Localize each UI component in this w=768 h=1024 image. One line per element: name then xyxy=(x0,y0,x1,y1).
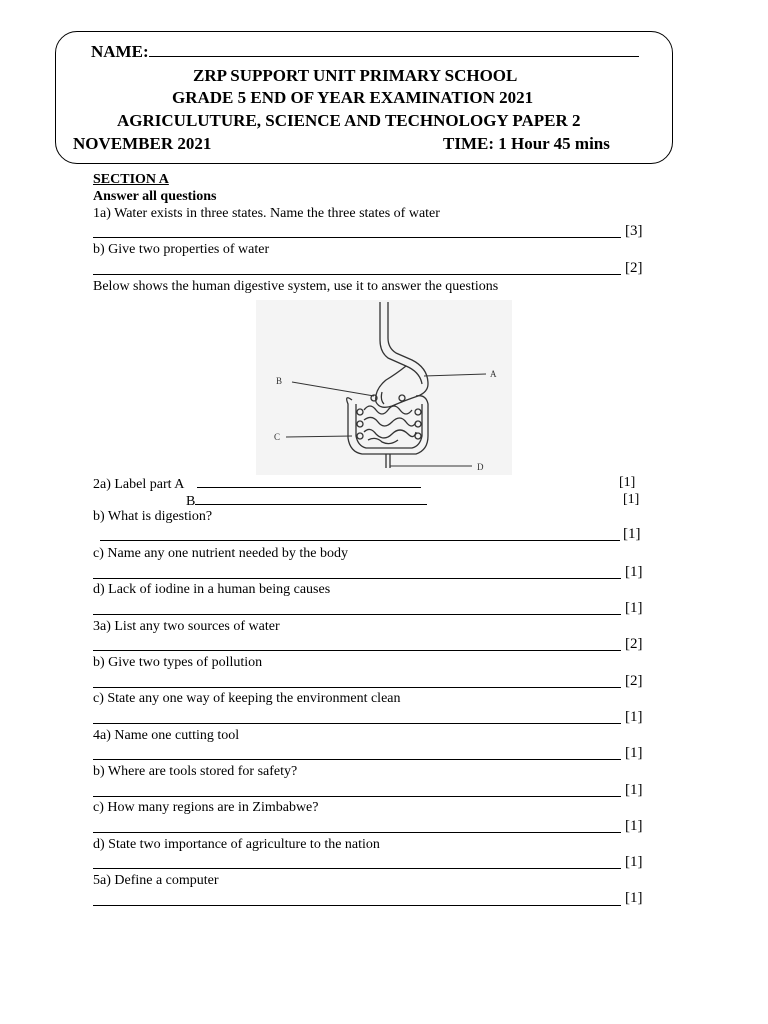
question-2d: d) Lack of iodine in a human being causes xyxy=(93,582,331,597)
answer-line-3b[interactable] xyxy=(93,687,621,688)
question-2c: c) Name any one nutrient needed by the body xyxy=(93,546,349,561)
mark-3c: [1] xyxy=(625,709,643,725)
question-2b: b) What is digestion? xyxy=(93,509,213,524)
answer-line-1b[interactable] xyxy=(93,274,621,275)
answer-line-2d[interactable] xyxy=(93,614,621,615)
question-3a: 3a) List any two sources of water xyxy=(93,619,280,634)
question-4a: 4a) Name one cutting tool xyxy=(93,728,240,743)
mark-4a: [1] xyxy=(625,745,643,761)
digestive-system-diagram xyxy=(256,300,512,475)
question-2a-b-text: B xyxy=(186,494,196,509)
exam-date: NOVEMBER 2021 xyxy=(73,134,212,153)
mark-3a: [2] xyxy=(625,636,643,652)
name-label: NAME: xyxy=(91,42,149,61)
mark-5a: [1] xyxy=(625,890,643,906)
section-title: SECTION A xyxy=(93,172,169,187)
question-4b: b) Where are tools stored for safety? xyxy=(93,764,298,779)
mark-3b: [2] xyxy=(625,673,643,689)
school-name: ZRP SUPPORT UNIT PRIMARY SCHOOL xyxy=(193,66,518,85)
answer-line-2c[interactable] xyxy=(93,578,621,579)
answer-line-1a[interactable] xyxy=(93,237,621,238)
answer-line-4b[interactable] xyxy=(93,796,621,797)
mark-2a-a: [1] xyxy=(619,475,636,490)
answer-line-3c[interactable] xyxy=(93,723,621,724)
mark-2b: [1] xyxy=(623,526,641,542)
diagram-label-c: C xyxy=(274,432,281,442)
question-3b: b) Give two types of pollution xyxy=(93,655,263,670)
mark-1b: [2] xyxy=(625,260,643,276)
diagram-label-a: A xyxy=(490,369,497,379)
mark-4c: [1] xyxy=(625,818,643,834)
mark-1a: [3] xyxy=(625,223,643,239)
name-field[interactable] xyxy=(91,42,639,62)
answer-blank-2a-b[interactable] xyxy=(195,493,427,505)
answer-blank-2a-a[interactable] xyxy=(197,476,421,488)
exam-title: GRADE 5 END OF YEAR EXAMINATION 2021 xyxy=(172,88,534,107)
question-5a: 5a) Define a computer xyxy=(93,873,219,888)
question-2a xyxy=(93,476,421,493)
answer-line-3a[interactable] xyxy=(93,650,621,651)
question-2a-text: 2a) Label part A xyxy=(93,477,184,492)
diagram-intro: Below shows the human digestive system, use it to answer the questions xyxy=(93,279,499,294)
answer-line-4a[interactable] xyxy=(93,759,621,760)
question-4c: c) How many regions are in Zimbabwe? xyxy=(93,800,319,815)
name-blank[interactable] xyxy=(149,45,639,57)
mark-2a-b: [1] xyxy=(623,492,640,507)
question-1a: 1a) Water exists in three states. Name the three states of water xyxy=(93,206,440,221)
paper-title: AGRICULUTURE, SCIENCE AND TECHNOLOGY PAPER 2 xyxy=(117,111,581,130)
diagram-label-b: B xyxy=(276,376,283,386)
answer-line-5a[interactable] xyxy=(93,905,621,906)
section-instruction: Answer all questions xyxy=(93,189,217,204)
question-1b: b) Give two properties of water xyxy=(93,242,270,257)
mark-4b: [1] xyxy=(625,782,643,798)
question-3c: c) State any one way of keeping the environment clean xyxy=(93,691,401,706)
answer-line-4d[interactable] xyxy=(93,868,621,869)
answer-line-2b[interactable] xyxy=(100,540,620,541)
question-4d: d) State two importance of agriculture to the nation xyxy=(93,837,380,852)
exam-time: TIME: 1 Hour 45 mins xyxy=(443,134,610,153)
answer-line-4c[interactable] xyxy=(93,832,621,833)
mark-2c: [1] xyxy=(625,564,643,580)
question-2a-b xyxy=(186,493,427,510)
mark-2d: [1] xyxy=(625,600,643,616)
diagram-label-d: D xyxy=(477,462,484,472)
mark-4d: [1] xyxy=(625,854,643,870)
